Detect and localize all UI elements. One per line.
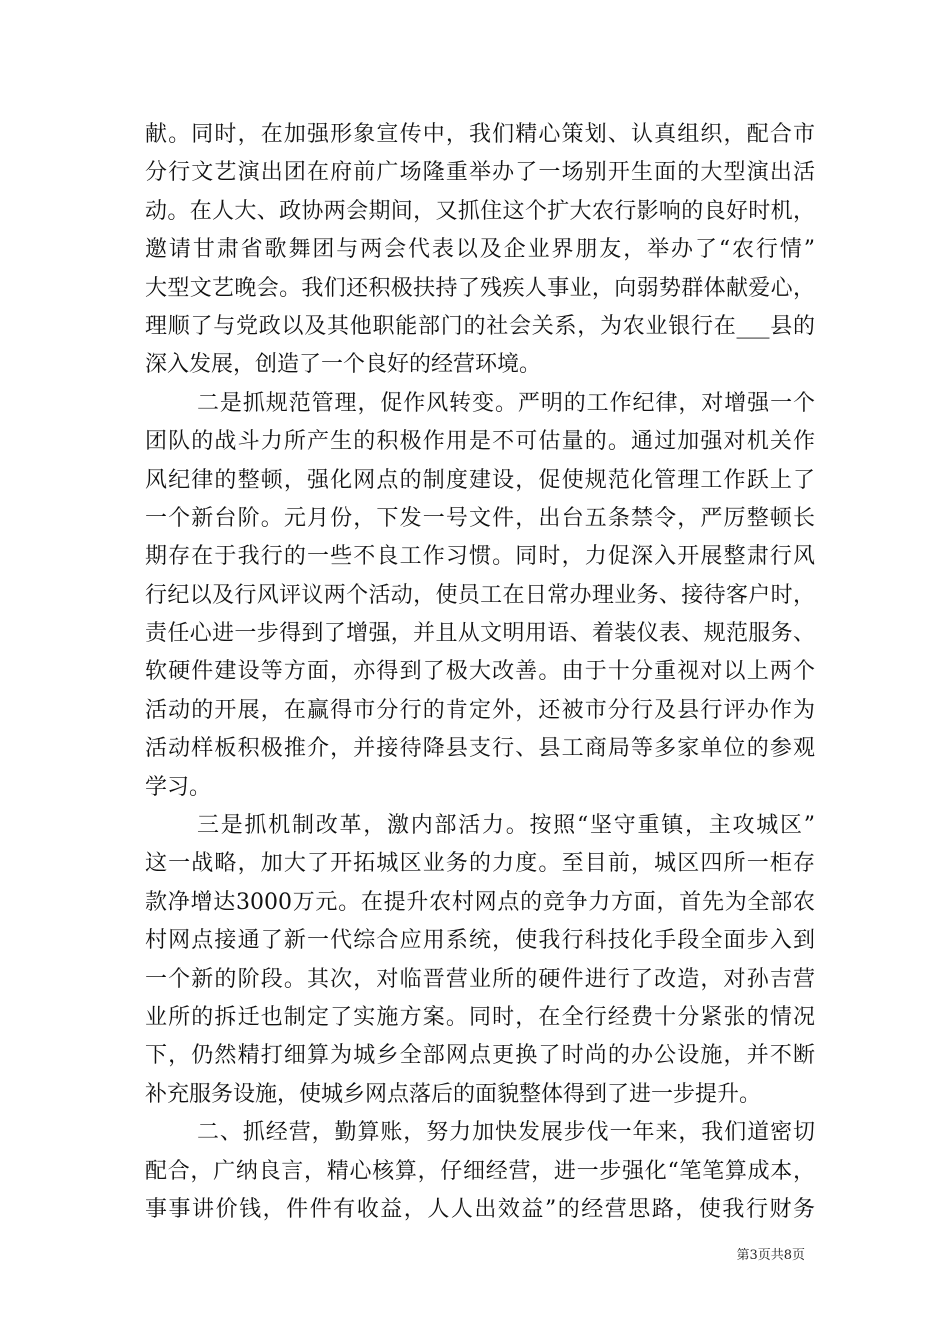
- text-line: 村网点接通了新一代综合应用系统，使我行科技化手段全面步入到: [145, 928, 815, 954]
- text-line: 软硬件建设等方面，亦得到了极大改善。由于十分重视对以上两个: [145, 659, 815, 685]
- text-line: 理顺了与党政以及其他职能部门的社会关系，为农业银行在___县的: [145, 313, 815, 339]
- text-line: 分行文艺演出团在府前广场隆重举办了一场别开生面的大型演出活: [145, 160, 815, 186]
- text-line: 责任心进一步得到了增强，并且从文明用语、着装仪表、规范服务、: [145, 621, 815, 647]
- text-line: 事事讲价钱，件件有收益，人人出效益”的经营思路，使我行财务: [145, 1196, 815, 1222]
- text-line: 期存在于我行的一些不良工作习惯。同时，力促深入开展整肃行风: [145, 544, 815, 570]
- text-line: 献。同时，在加强形象宣传中，我们精心策划、认真组织，配合市: [145, 122, 815, 147]
- paragraph: [145, 1114, 815, 1229]
- text-line: 风纪律的整顿，强化网点的制度建设，促使规范化管理工作跃上了: [145, 467, 815, 493]
- text-line: 下，仍然精打细算为城乡全部网点更换了时尚的办公设施，并不断: [145, 1043, 815, 1069]
- text-line: 业所的拆迁也制定了实施方案。同时，在全行经费十分紧张的情况: [145, 1004, 815, 1030]
- text-line: 活动样板积极推介，并接待降县支行、县工商局等多家单位的参观: [145, 736, 815, 762]
- text-line: 团队的战斗力所产生的积极作用是不可估量的。通过加强对机关作: [145, 429, 815, 455]
- text-line: 二、抓经营，勤算账，努力加快发展步伐一年来，我们道密切: [197, 1120, 815, 1146]
- text-line: 一个新的阶段。其次，对临晋营业所的硬件进行了改造，对孙吉营: [145, 966, 815, 992]
- paragraph: [145, 385, 815, 807]
- text-line: 深入发展，创造了一个良好的经营环境。: [145, 352, 542, 378]
- text-line: 这一战略，加大了开拓城区业务的力度。至目前，城区四所一柜存: [145, 851, 815, 877]
- text-line: 行纪以及行风评议两个活动，使员工在日常办理业务、接待客户时，: [145, 582, 815, 608]
- text-line: 一个新台阶。元月份，下发一号文件，出台五条禁令，严厉整顿长: [145, 505, 815, 531]
- text-line: 学习。: [145, 774, 212, 800]
- text-line: 补充服务设施，使城乡网点落后的面貌整体得到了进一步提升。: [145, 1081, 762, 1107]
- text-line: 大型文艺晚会。我们还积极扶持了残疾人事业，向弱势群体献爱心，: [145, 275, 815, 301]
- text-line: 二是抓规范管理，促作风转变。严明的工作纪律，对增强一个: [197, 390, 815, 416]
- paragraph: [145, 807, 815, 1114]
- paragraph: [145, 116, 815, 385]
- text-line: 动。在人大、政协两会期间，又抓住这个扩大农行影响的良好时机，: [145, 198, 815, 224]
- text-line: 配合，广纳良言，精心核算，仔细经营，进一步强化“笔笔算成本，: [145, 1158, 815, 1184]
- body-text: [145, 116, 815, 1229]
- page-number: 第3页共8页: [736, 1248, 805, 1263]
- text-line: 三是抓机制改革，激内部活力。按照“坚守重镇，主攻城区”: [197, 813, 815, 839]
- text-line: 活动的开展，在赢得市分行的肯定外，还被市分行及县行评办作为: [145, 697, 815, 723]
- text-line: 邀请甘肃省歌舞团与两会代表以及企业界朋友，举办了“农行情”: [145, 237, 815, 263]
- text-line: 款净增达3000万元。在提升农村网点的竞争力方面，首先为全部农: [145, 889, 815, 915]
